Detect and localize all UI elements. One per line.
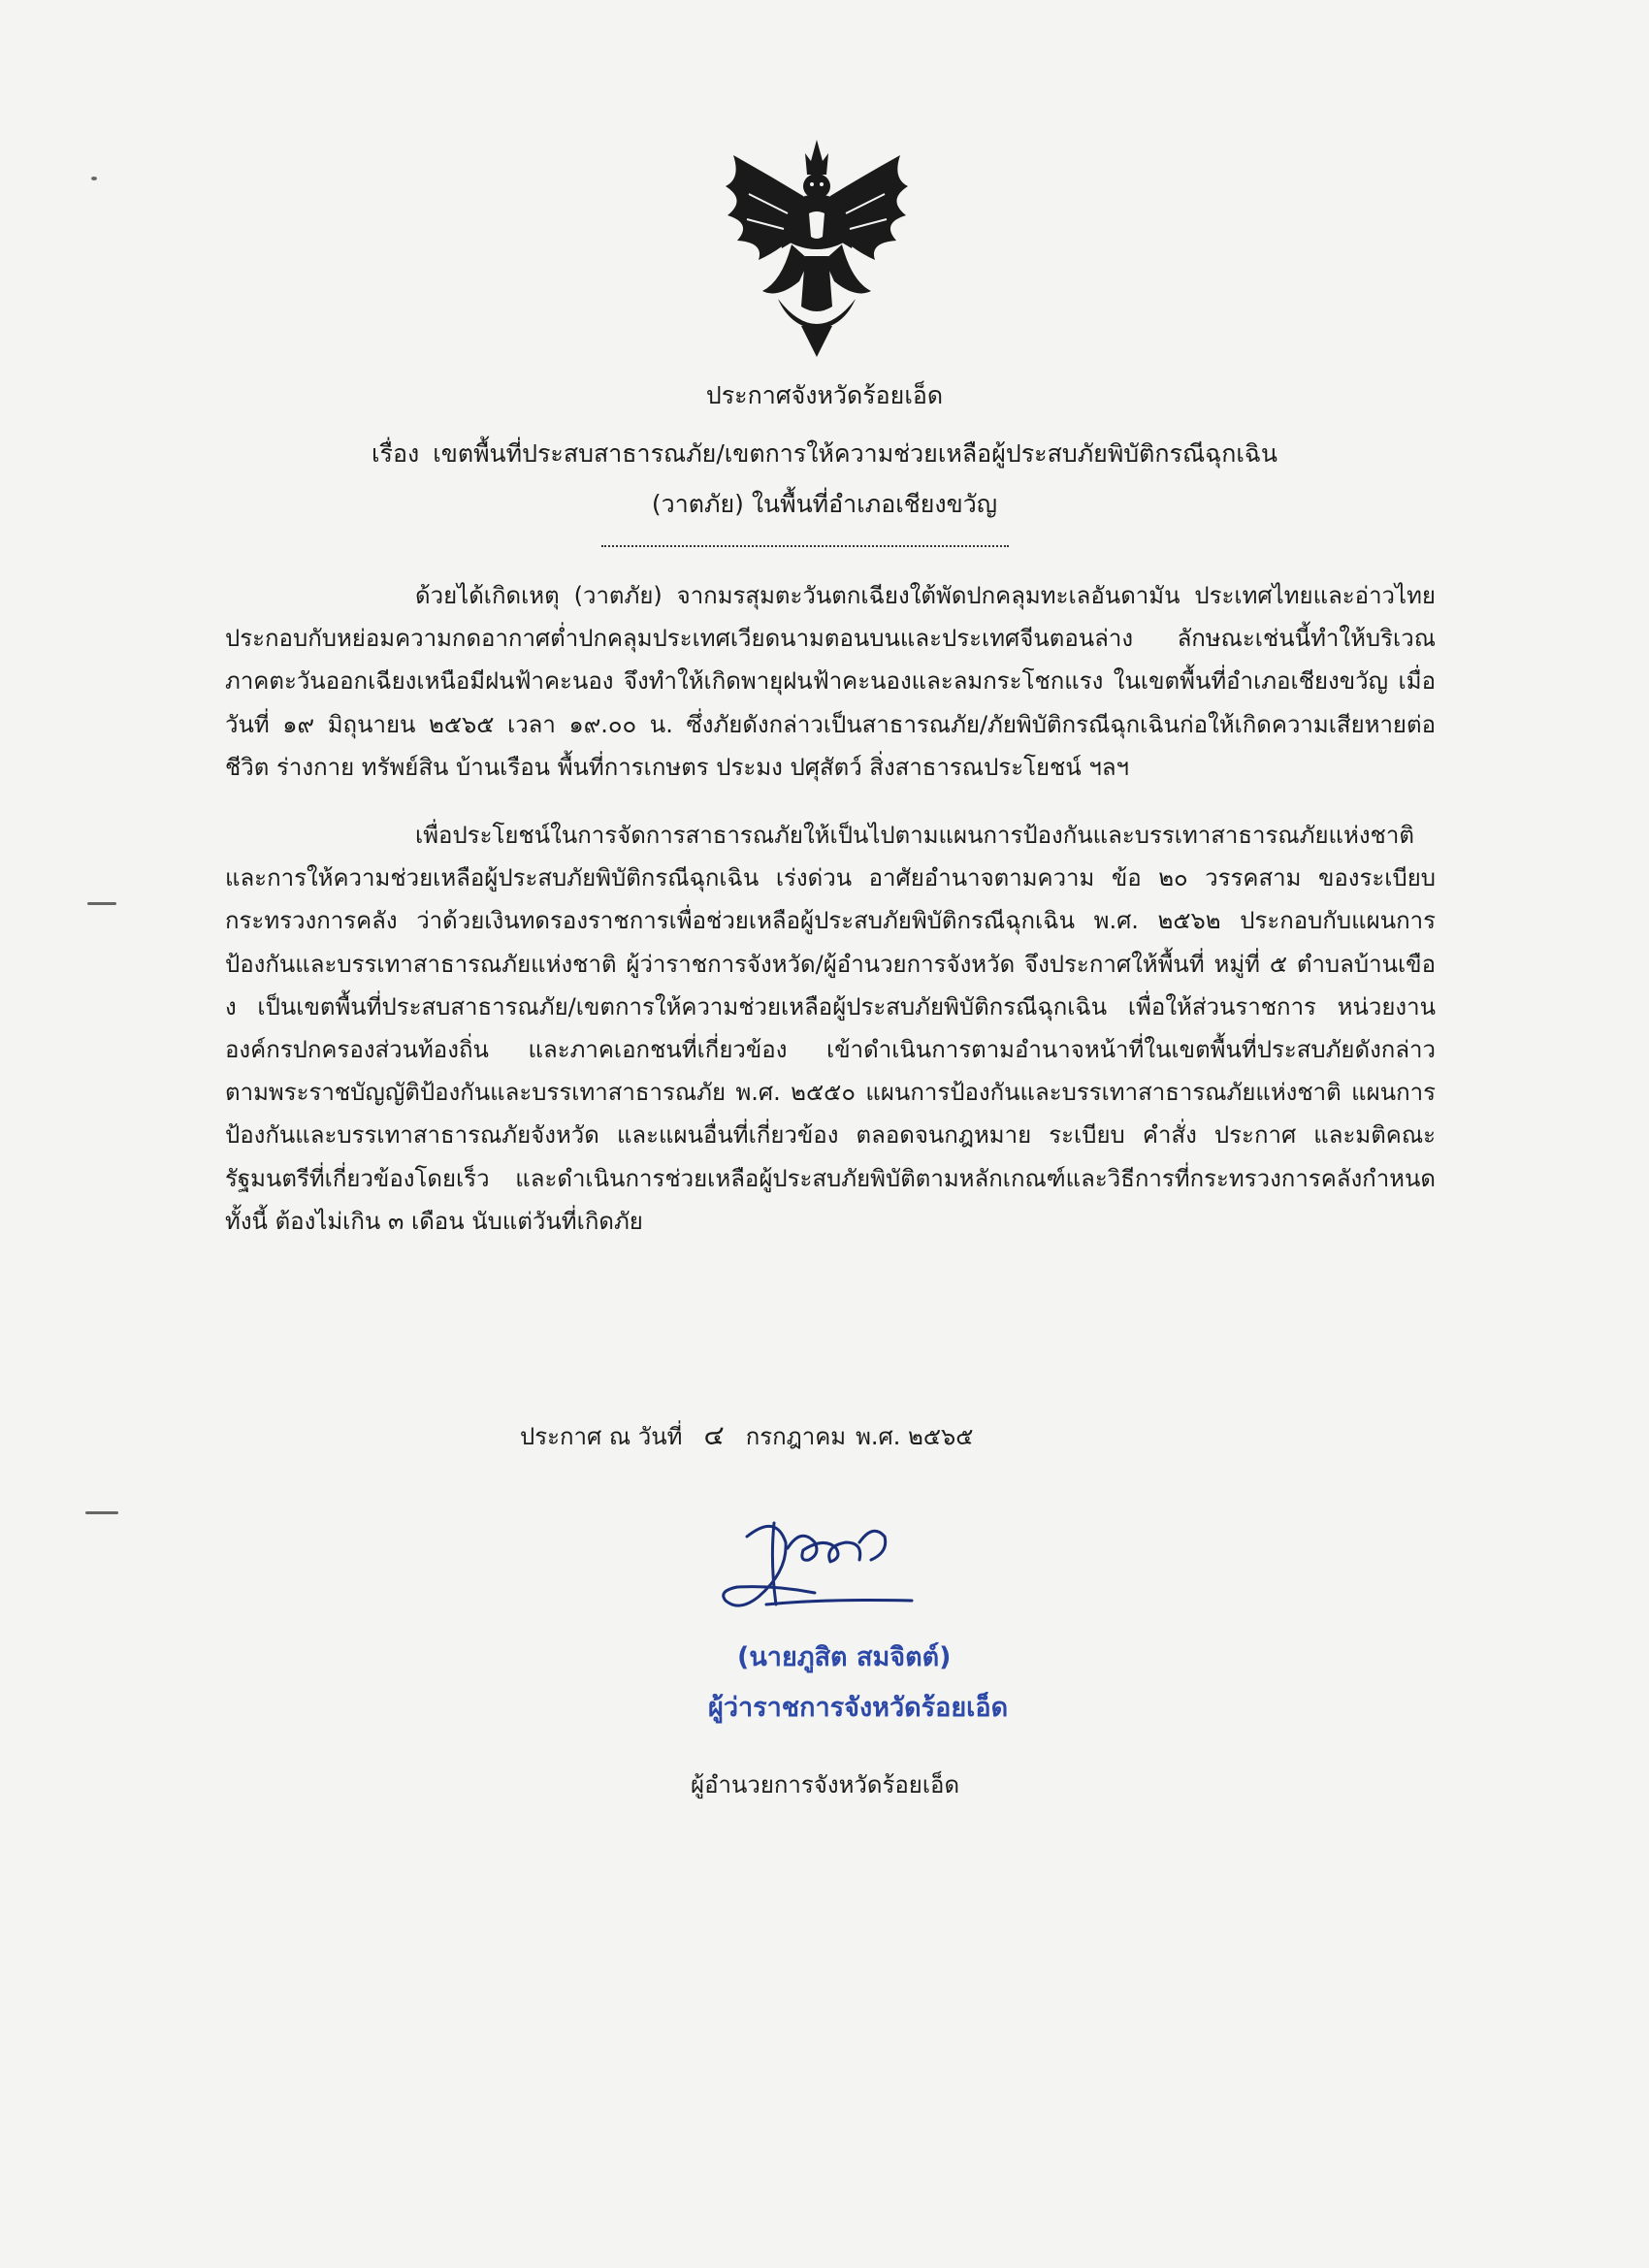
scan-mark xyxy=(87,902,116,905)
signatory-name: (นายภูสิต สมจิตต์) xyxy=(737,1642,952,1672)
subject-label: เรื่อง xyxy=(372,439,420,468)
announcement-day: ๔ xyxy=(703,1419,725,1451)
subject-line-2: (วาตภัย) ในพื้นที่อำเภอเชียงขวัญ xyxy=(651,490,998,518)
signatory-role: ผู้อำนวยการจังหวัดร้อยเอ็ด xyxy=(691,1771,960,1798)
body-text xyxy=(225,574,1436,1243)
body-paragraph-2: เพื่อประโยชน์ในการจัดการสาธารณภัยให้เป็นไปตามแผนการป้องกันและบรรเทาสาธารณภัยแห่งชาติ และการให้ความช่วยเหลือผู้ประสบภัยพิบัติกรณีฉุกเฉิน เร่งด่วน อาศัยอำนาจตามความ ข้อ ๒๐ วรรคสาม ของระเบียบกระทรวงการคลัง ว่าด้วยเงินทดรองราชการเพื่อช่วยเหลือผู้ประสบภัยพิบัติกรณีฉุกเฉิน พ.ศ. ๒๕๖๒ ประกอบกับแผนการป้องกันและบรรเทาสาธารณภัยแห่งชาติ ผู้ว่าราชการจังหวัด/ผู้อำนวยการจังหวัด จึงประกาศให้พื้นที่ หมู่ที่ ๕ ตำบลบ้านเขือง เป็นเขตพื้นที่ประสบสาธารณภัย/เขตการให้ความช่วยเหลือผู้ประสบภัยพิบัติกรณีฉุกเฉิน เพื่อให้ส่วนราชการ หน่วยงาน องค์กรปกครองส่วนท้องถิ่น และภาคเอกชนที่เกี่ยวข้อง เข้าดำเนินการตามอำนาจหน้าที่ในเขตพื้นที่ประสบภัยดังกล่าว ตามพระราชบัญญัติป้องกันและบรรเทาสาธารณภัย พ.ศ. ๒๕๕๐ แผนการป้องกันและบรรเทาสาธารณภัยแห่งชาติ แผนการป้องกันและบรรเทาสาธารณภัยจังหวัด และแผนอื่นที่เกี่ยวข้อง ตลอดจนกฎหมาย ระเบียบ คำสั่ง ประกาศ และมติคณะรัฐมนตรีที่เกี่ยวข้องโดยเร็ว และดำเนินการช่วยเหลือผู้ประสบภัยพิบัติตามหลักเกณฑ์และวิธีการที่กระทรวงการคลังกำหนด ทั้งนี้ ต้องไม่เกิน ๓ เดือน นับแต่วันที่เกิดภัย xyxy=(225,822,1436,1235)
scan-mark xyxy=(85,1511,118,1514)
dotted-separator xyxy=(601,545,1009,547)
body-paragraph-1: ด้วยได้เกิดเหตุ (วาตภัย) จากมรสุมตะวันตกเฉียงใต้พัดปกคลุมทะเลอันดามัน ประเทศไทยและอ่าวไทย ประกอบกับหย่อมความกดอากาศต่ำปกคลุมประเทศเวียดนามตอนบนและประเทศจีนตอนล่าง ลักษณะเช่นนี้ทำให้บริเวณภาคตะวันออกเฉียงเหนือมีฝนฟ้าคะนอง จึงทำให้เกิดพายุฝนฟ้าคะนองและลมกระโชกแรง ในเขตพื้นที่อำเภอเชียงขวัญ เมื่อวันที่ ๑๙ มิถุนายน ๒๕๖๕ เวลา ๑๙.๐๐ น. ซึ่งภัยดังกล่าวเป็นสาธารณภัย/ภัยพิบัติกรณีฉุกเฉินก่อให้เกิดความเสียหายต่อชีวิต ร่างกาย ทรัพย์สิน บ้านเรือน พื้นที่การเกษตร ประมง ปศุสัตว์ สิ่งสาธารณประโยชน์ ฯลฯ xyxy=(225,582,1436,781)
signatory-position: ผู้ว่าราชการจังหวัดร้อยเอ็ด xyxy=(708,1693,1009,1723)
subject-block xyxy=(223,429,1426,530)
announcement-month: กรกฎาคม xyxy=(745,1423,847,1450)
subject-line-1 xyxy=(223,429,1426,479)
announcement-year: พ.ศ. ๒๕๖๕ xyxy=(856,1423,974,1450)
announcement-date xyxy=(520,1414,983,1457)
announcement-prefix: ประกาศ ณ วันที่ xyxy=(520,1423,683,1450)
handwritten-signature xyxy=(679,1504,941,1630)
garuda-emblem-icon xyxy=(720,136,914,359)
announcement-title: ประกาศจังหวัดร้อยเอ็ด xyxy=(705,381,944,409)
subject-text-1: เขตพื้นที่ประสบสาธารณภัย/เขตการให้ความช่วยเหลือผู้ประสบภัยพิบัติกรณีฉุกเฉิน xyxy=(433,439,1277,468)
scan-mark xyxy=(91,177,97,180)
